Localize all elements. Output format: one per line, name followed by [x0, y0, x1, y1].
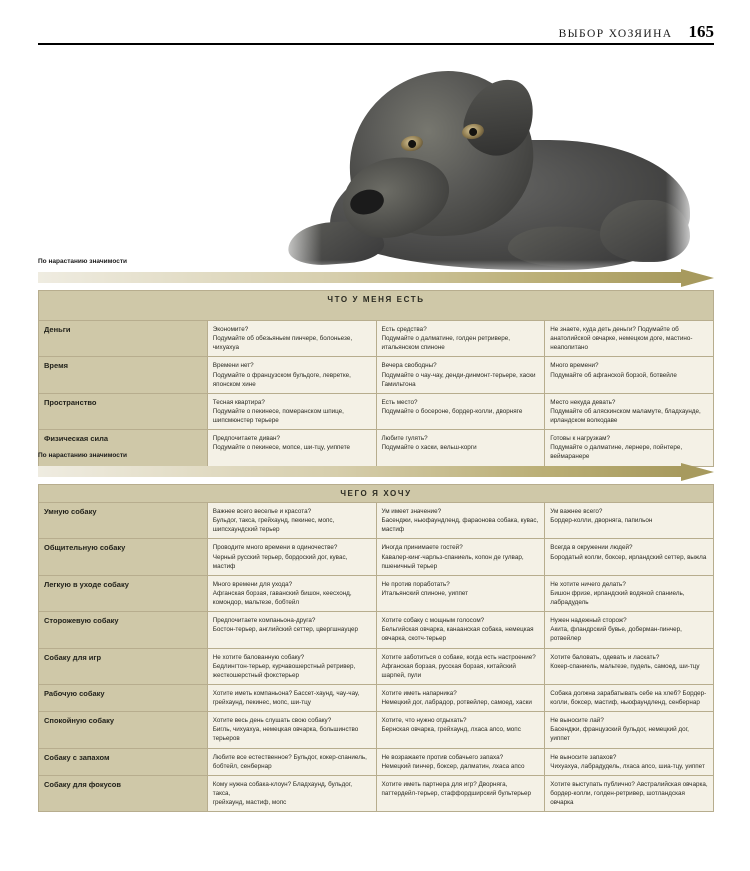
- band-title-2: ЧЕГО Я ХОЧУ: [39, 485, 714, 503]
- cell-answer: Басенджи, ньюфаундленд, фараонова собака, кувас, мастиф: [381, 517, 539, 534]
- matrix-cell: [545, 539, 714, 575]
- table-row: [39, 575, 714, 611]
- cell-answer: Афганская борзая, гаванский бишон, кеесхонд, комондор, мальтезе, бобтейл: [212, 589, 352, 606]
- cell-question: Времени нет?: [212, 362, 254, 370]
- matrix-table-1: [38, 290, 714, 467]
- cell-question: Важнее всего веселье и красота?: [212, 508, 312, 515]
- cell-question: Проводите много времени в одиночестве?: [212, 544, 338, 552]
- row-header: Рабочую собаку: [39, 684, 208, 711]
- table-row: [39, 612, 714, 648]
- section-what-i-have: [38, 258, 714, 467]
- matrix-cell: [376, 539, 545, 575]
- cell-answer: Черный русский терьер, бордоский дог, кувас, мастиф: [212, 553, 348, 570]
- cell-answer: Бульдог, такса, грейхаунд, пекинес, мопс, шипсхаундский терьер: [212, 517, 335, 534]
- cell-answer: Басенджи, французский бульдог, немецкий дог, уиппет: [550, 726, 689, 743]
- matrix-cell: [376, 612, 545, 648]
- cell-question: Много времени?: [550, 362, 599, 370]
- cell-answer: Подумайте об обезьяньем пинчере, болоньезе, чихуахуа: [212, 335, 353, 352]
- table-row: [39, 648, 714, 684]
- cell-answer: паттердейл-терьер, стаффордширский бультерьер: [381, 789, 532, 797]
- matrix-cell: [207, 321, 376, 357]
- cell-answer: Бишон фризе, ирландский водяной спаниель, лабрадудель: [550, 589, 685, 606]
- cell-question: Хотите собаку с мощным голосом?: [381, 617, 485, 625]
- cell-answer: Подумайте о далматине, голден ретривере, итальянском спиноне: [381, 335, 511, 352]
- matrix-cell: [545, 648, 714, 684]
- matrix-cell: [376, 321, 545, 357]
- cell-answer: Подумайте о хаски, вельш-корги: [381, 444, 477, 452]
- cell-answer: грейхаунд, пекинес, мопс, ши-тцу: [212, 699, 311, 706]
- cell-question: Предпочитаете диван?: [212, 435, 281, 443]
- matrix-cell: [376, 775, 545, 811]
- cell-question: Хотите иметь компаньона? Бассет-хаунд, чау-чау,: [212, 689, 360, 697]
- cell-answer: Подумайте о далматине, лернере, пойнтере, веймаранере: [550, 444, 683, 461]
- cell-question: Всегда в окружении людей?: [550, 544, 633, 552]
- row-header: Собаку с запахом: [39, 748, 208, 775]
- axis-label-1: По нарастанию значимости: [38, 258, 128, 265]
- cell-question: Есть место?: [381, 398, 418, 406]
- matrix-cell: [545, 393, 714, 429]
- cell-question: Иногда принимаете гостей?: [381, 544, 463, 552]
- matrix-cell: [207, 503, 376, 539]
- table-row: [39, 321, 714, 357]
- table-row: [39, 357, 714, 393]
- cell-question: Ум важнее всего?: [550, 508, 603, 515]
- row-header: Умную собаку: [39, 503, 208, 539]
- cell-answer: Подумайте об аляскинском маламуте, бладхаунде, ирландском волкодаве: [550, 407, 701, 424]
- table-band-row: [39, 291, 714, 321]
- importance-arrow-1: [38, 269, 714, 287]
- cell-question: Не возражаете против собачьего запаха?: [381, 753, 504, 761]
- cell-question: Вечера свободны?: [381, 362, 437, 370]
- cell-answer: Немецкий пинчер, боксер, далматин, лхаса апсо: [381, 762, 525, 770]
- row-header: Деньги: [39, 321, 208, 357]
- cell-answer: Акита, фландрский бувье, доберман-пинчер, ротвейлер: [550, 626, 682, 643]
- row-header: Спокойную собаку: [39, 712, 208, 748]
- cell-answer: Бостон-терьер, английский сеттер, цвергшнауцер: [212, 626, 359, 634]
- cell-answer: Афганская борзая, русская борзая, китайский шарпей, пули: [381, 662, 516, 679]
- axis-label-2: По нарастанию значимости: [38, 452, 128, 459]
- matrix-cell: [207, 357, 376, 393]
- table-row: [39, 748, 714, 775]
- matrix-cell: [545, 748, 714, 775]
- cell-answer: Бедлингтон-терьер, курчавошерстный ретривер, жесткошерстный фокстерьер: [212, 662, 356, 679]
- matrix-table-2: [38, 484, 714, 812]
- arrow-bar-2: [38, 466, 681, 477]
- arrow-head-2: [681, 463, 714, 481]
- cell-answer: Кавалер-кинг-чарльз-спаниель, копон де гулвар, пшеничный терьер: [381, 553, 524, 570]
- cell-question: Кому нужна собака-клоун? Бладхаунд, бульдог, такса,: [212, 780, 353, 797]
- matrix-cell: [207, 539, 376, 575]
- matrix-cell: [376, 712, 545, 748]
- cell-question: Не хотите ничего делать?: [550, 580, 626, 588]
- matrix-cell: [545, 503, 714, 539]
- cell-answer: анатолийской овчарке, немецком доге, мастино-неаполитано: [550, 335, 693, 352]
- cell-question: Не хотите балованную собаку?: [212, 653, 305, 661]
- matrix-cell: [376, 684, 545, 711]
- matrix-cell: [376, 393, 545, 429]
- arrow-head-1: [681, 269, 714, 287]
- matrix-cell: [545, 575, 714, 611]
- table-band-row: [39, 485, 714, 503]
- matrix-cell: [545, 775, 714, 811]
- cell-question: Готовы к нагрузкам?: [550, 435, 611, 443]
- cell-answer: бобтейл, сенбернар: [212, 762, 272, 770]
- cell-answer: Подумайте о босероне, бордер-колли, дворняге: [381, 407, 523, 415]
- row-header: Сторожевую собаку: [39, 612, 208, 648]
- cell-question: Не знаете, куда деть деньги? Подумайте об: [550, 326, 679, 333]
- cell-answer: Подумайте о пекинесе, померанском шпице, шипсмюнстер терьере: [212, 407, 344, 424]
- cell-question: Хотите иметь партнера для игр? Дворняга,: [381, 780, 508, 788]
- cell-answer: Чихуахуа, лабрадудель, лхаса апсо, шиа-тцу, уиппет: [550, 762, 705, 770]
- cell-question: Любите все естественное? Бульдог, кокер-спаниель,: [212, 753, 367, 761]
- matrix-cell: [207, 775, 376, 811]
- cell-answer: Итальянский спиноне, уиппет: [381, 589, 469, 597]
- band-title-1: ЧТО У МЕНЯ ЕСТЬ: [39, 291, 714, 321]
- matrix-cell: [376, 503, 545, 539]
- matrix-cell: [545, 357, 714, 393]
- cell-question: Нужен надежный сторож?: [550, 617, 627, 625]
- cell-answer: Подумайте о чау-чау, денди-динмонт-терьере, хаски Гамильтона: [381, 371, 536, 388]
- cell-answer: Бордер-колли, дворняга, папильон: [550, 517, 653, 525]
- page-header: [38, 22, 714, 42]
- cell-answer: Бородатый колли, боксер, ирландский сеттер, выжла: [550, 553, 707, 561]
- matrix-cell: [376, 357, 545, 393]
- page-number: 165: [688, 22, 714, 41]
- cell-question: Есть средства?: [381, 326, 427, 333]
- cell-question: Хотите, что нужно отдыхать?: [381, 717, 467, 725]
- dog-photo: [270, 62, 700, 282]
- cell-question: Экономите?: [212, 326, 249, 333]
- cell-question: Много времени для ухода?: [212, 580, 293, 588]
- section-what-i-want: [38, 452, 714, 812]
- cell-question: Тесная квартира?: [212, 398, 265, 406]
- matrix-cell: [545, 712, 714, 748]
- matrix-cell: [545, 684, 714, 711]
- cell-answer: грейхаунд, мастиф, мопс: [212, 799, 287, 806]
- cell-answer: Кокер-спаниель, мальтезе, пудель, самоед, ши-тцу: [550, 662, 700, 670]
- matrix-cell: [207, 684, 376, 711]
- cell-question: Хотите заботиться о собаке, когда есть настроение?: [381, 653, 536, 661]
- cell-answer: Подумайте о французском бульдоге, левретке, японском хине: [212, 371, 351, 388]
- matrix-cell: [545, 612, 714, 648]
- cell-question: Место некуда девать?: [550, 398, 616, 406]
- table-row: [39, 684, 714, 711]
- cell-question: Предпочитаете компаньона-друга?: [212, 617, 316, 625]
- row-header: Время: [39, 357, 208, 393]
- cell-answer: Немецкий дог, лабрадор, ротвейлер, самоед, хаски: [381, 699, 532, 706]
- row-header: Собаку для фокусов: [39, 775, 208, 811]
- table-row: [39, 503, 714, 539]
- matrix-cell: [207, 612, 376, 648]
- matrix-cell: [207, 712, 376, 748]
- table-row: [39, 712, 714, 748]
- cell-answer: бордер-колли, голден-ретривер, шотландская овчарка: [550, 789, 685, 806]
- arrow-bar-1: [38, 272, 681, 283]
- row-header: Легкую в уходе собаку: [39, 575, 208, 611]
- row-header: Собаку для игр: [39, 648, 208, 684]
- cell-answer: Бернская овчарка, грейхаунд, лхаса апсо, мопс: [381, 726, 521, 734]
- cell-answer: Бельгийская овчарка, канаанская собака, немецкая овчарка, скотч-терьер: [381, 626, 534, 643]
- cell-question: Хотите иметь напарника?: [381, 689, 457, 697]
- matrix-cell: [545, 321, 714, 357]
- importance-arrow-2: [38, 463, 714, 481]
- cell-question: Хотите весь день слушать свою собаку?: [212, 717, 332, 725]
- row-header: Пространство: [39, 393, 208, 429]
- table-row: [39, 539, 714, 575]
- photo-vignette: [270, 62, 700, 282]
- table-row: [39, 775, 714, 811]
- cell-question: Не выносите запахов?: [550, 753, 617, 761]
- cell-question: Собака должна зарабатывать себе на хлеб? Бордер-: [550, 689, 707, 697]
- matrix-cell: [207, 575, 376, 611]
- running-head-title: ВЫБОР ХОЗЯИНА: [558, 28, 673, 40]
- cell-answer: Подумайте об афганской борзой, ботвейле: [550, 371, 677, 379]
- cell-question: Любите гулять?: [381, 435, 428, 443]
- header-divider: [38, 43, 714, 45]
- cell-answer: Подумайте о пекинесе, мопсе, ши-тцу, уиппете: [212, 444, 351, 452]
- cell-question: Не против поработать?: [381, 580, 450, 588]
- cell-question: Хотите выступать публично? Австралийская овчарка,: [550, 780, 708, 788]
- row-header: Общительную собаку: [39, 539, 208, 575]
- cell-question: Ум имеет значение?: [381, 508, 442, 515]
- matrix-cell: [376, 575, 545, 611]
- matrix-cell: [376, 648, 545, 684]
- row-header: Физическая сила: [39, 430, 208, 466]
- cell-question: Хотите баловать, одевать и ласкать?: [550, 653, 660, 661]
- table-row: [39, 393, 714, 429]
- cell-answer: Бигль, чихуахуа, немецкая овчарка, большинство терьеров: [212, 726, 359, 743]
- matrix-cell: [207, 393, 376, 429]
- cell-answer: колли, боксер, мастиф, ньюфаундленд, сенбернар: [550, 699, 700, 706]
- matrix-cell: [207, 648, 376, 684]
- cell-question: Не выносите лай?: [550, 717, 604, 725]
- matrix-cell: [207, 748, 376, 775]
- matrix-cell: [376, 748, 545, 775]
